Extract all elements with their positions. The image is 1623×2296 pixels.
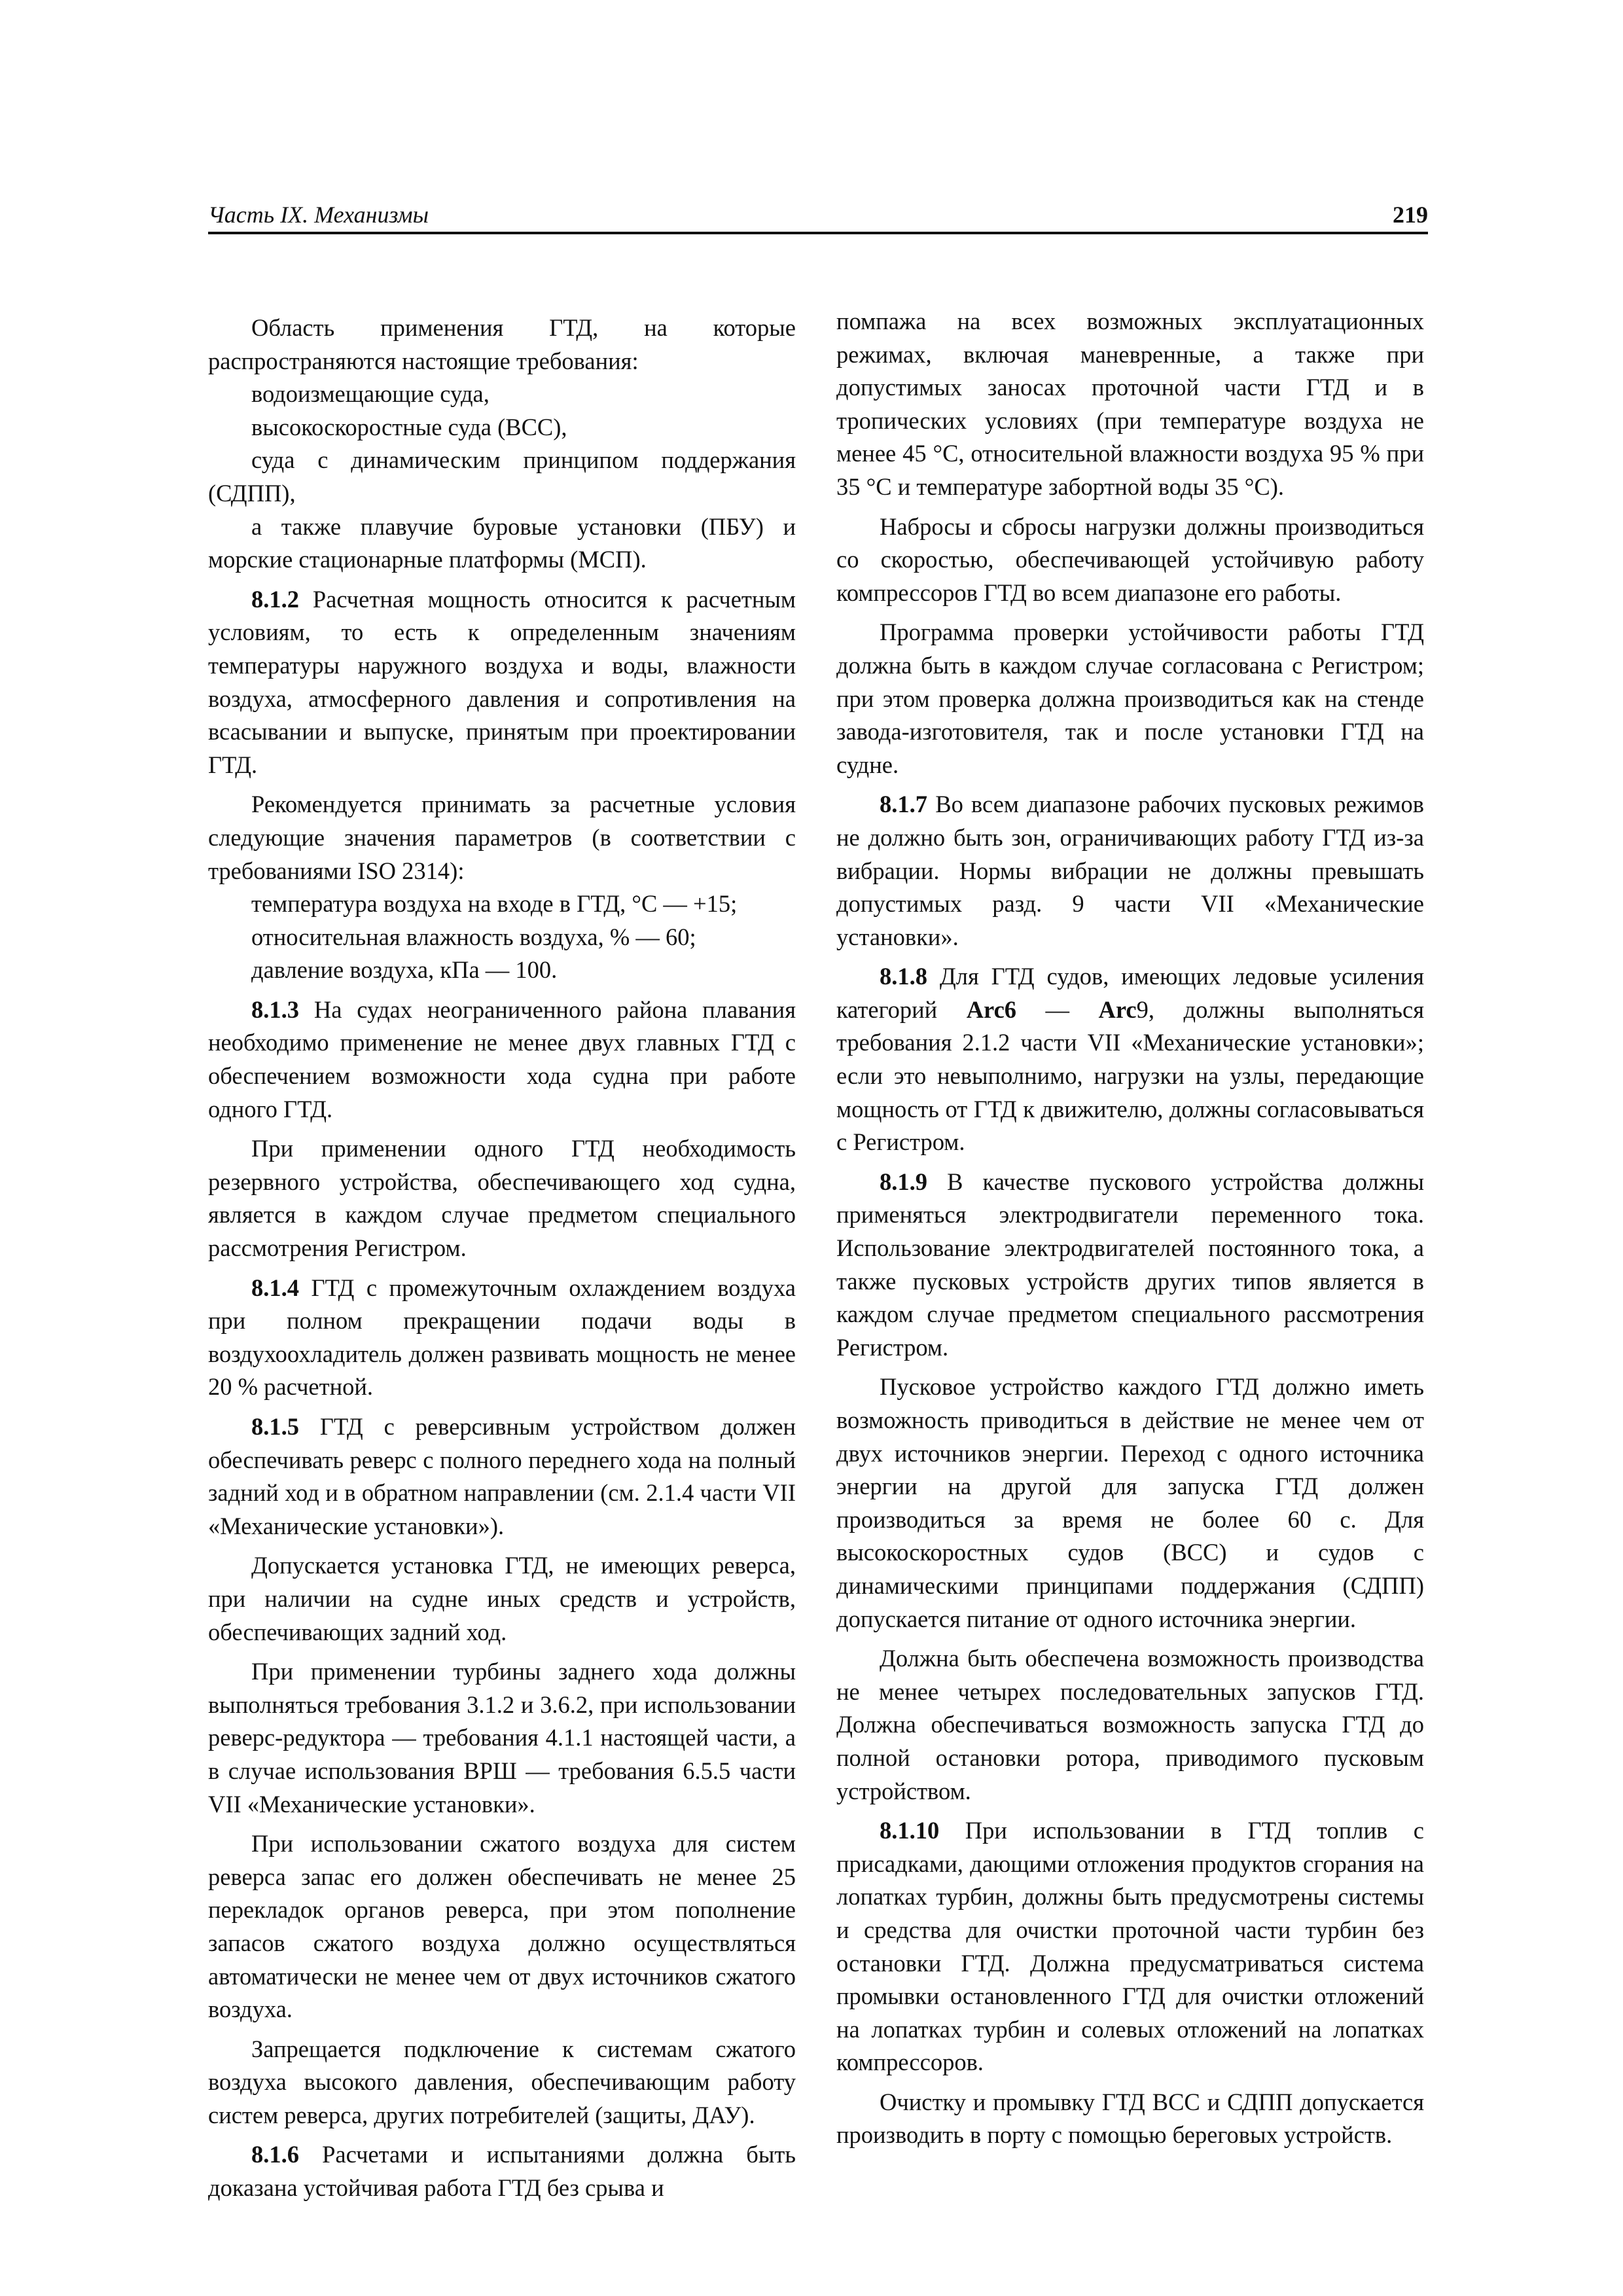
ice-class-number: 9 [1136, 996, 1149, 1023]
list-item: давление воздуха, кПа — 100. [251, 956, 558, 984]
paragraph-text: — [1016, 996, 1099, 1023]
list-item: температура воздуха на входе в ГТД, °С — +15; [251, 890, 738, 918]
header-rule [208, 232, 1428, 234]
paragraph: Область применения ГТД, на которые распространяются настоящие требования: [208, 314, 796, 374]
paragraph-text: Для ГТД судов, имеющих ледовые усиления категорий [836, 963, 1424, 1023]
list-item: суда с динамическим принципом поддержания (СДПП), [208, 446, 796, 507]
paragraph: Допускается установка ГТД, не имеющих реверса, при наличии на судне иных средств и устройств, обеспечивающих задний ход. [208, 1552, 796, 1645]
section-paragraph [208, 994, 796, 1126]
paragraph-text: ГТД с реверсивным устройством должен обеспечивать реверс с полного переднего хода на полный задний ход и в обратном направлении (см. 2.1.4 части VII «Механические установки»). [208, 1413, 796, 1539]
paragraph: При использовании сжатого воздуха для систем реверса запас его должен обеспечивать не менее 25 перекладок органов реверса, при этом пополнение запасов сжатого воздуха должно осуществляться автоматически не менее чем от двух источников сжатого воздуха. [208, 1830, 796, 2023]
list-item: относительная влажность воздуха, % — 60; [251, 923, 696, 950]
section-number: 8.1.10 [880, 1817, 940, 1844]
paragraph-text: Во всем диапазоне рабочих пусковых режимов не должно быть зон, ограничивающих работу ГТД из-за вибрации. Нормы вибрации не должны превышать допустимых разд. 9 части VII «Механические установки». [836, 791, 1424, 950]
section-paragraph [208, 1272, 796, 1404]
paragraph: Программа проверки устойчивости работы ГТД должна быть в каждом случае согласована с Регистром; при этом проверка должна производиться как на стенде завода-изготовителя, так и после установки ГТД на судне. [836, 619, 1424, 778]
paragraph: При применении турбины заднего хода должны выполняться требования 3.1.2 и 3.6.2, при использовании реверс-редуктора — требования 4.1.1 настоящей части, а в случае использования ВРШ — требования 6.5.5 части VII «Механические установки». [208, 1658, 796, 1818]
section-paragraph [208, 1410, 796, 1543]
left-column [208, 305, 796, 2205]
section-paragraph [836, 1814, 1424, 2079]
page-number: 219 [1393, 202, 1428, 228]
paragraph-text: При использовании в ГТД топлив с присадками, дающими отложения продуктов сгорания на лопатках турбин, должны быть предусмотрены системы и средства для очистки проточной части турбин без остановки ГТД. Должна предусматриваться система промывки остановленного ГТД для очистки отложений на лопатках турбин и солевых отложений на лопатках компрессоров. [836, 1817, 1424, 2076]
section-paragraph [836, 788, 1424, 954]
section-paragraph [836, 1166, 1424, 1365]
section-number: 8.1.3 [251, 996, 299, 1023]
paragraph: Пусковое устройство каждого ГТД должно иметь возможность приводиться в действие не менее чем от двух источников энергии. Переход с одного источника энергии на другой для запуска ГТД должен производиться за время не более 60 с. Для высокоскоростных судов (ВСС) и судов с динамическими принципами поддержания (СДПП) допускается питание от одного источника энергии. [836, 1373, 1424, 1632]
list-item: а также плавучие буровые установки (ПБУ) и морские стационарные платформы (МСП). [208, 512, 796, 573]
paragraph-text: , должны выполняться требования 2.1.2 части VII «Механические установки»; если это невыполнимо, нагрузки на узлы, передающие мощность от ГТД к движителю, должны согласовываться с Регистром. [836, 996, 1424, 1156]
ice-class-label: Arc [1098, 996, 1137, 1023]
paragraph-text: На судах неограниченного района плавания необходимо применение не менее двух главных ГТД с обеспечением возможности хода судна при работе одного ГТД. [208, 996, 796, 1122]
paragraph: Очистку и промывку ГТД ВСС и СДПП допускается производить в порту с помощью береговых устройств. [836, 2088, 1424, 2149]
section-number: 8.1.6 [251, 2141, 299, 2168]
right-column [836, 305, 1424, 2152]
paragraph-text: Расчетная мощность относится к расчетным условиям, то есть к определенным значениям температуры наружного воздуха и воды, влажности воздуха, атмосферного давления и сопротивления на всасывании и выпуске, принятым при проектировании ГТД. [208, 585, 796, 778]
ice-class-label: Arc6 [966, 996, 1017, 1023]
section-number: 8.1.4 [251, 1274, 299, 1301]
continued-paragraph: помпажа на всех возможных эксплуатационных режимах, включая маневренные, а также при допустимых заносах проточной части ГТД и в тропических условиях (при температуре воздуха не менее 45 °С, относительной влажности воздуха 95 % при 35 °С и температуре забортной воды 35 °С). [836, 308, 1424, 500]
section-number: 8.1.5 [251, 1413, 299, 1440]
section-paragraph [208, 583, 796, 782]
list-item: водоизмещающие суда, [251, 380, 490, 408]
paragraph: При применении одного ГТД необходимость резервного устройства, обеспечивающего ход судна, является в каждом случае предметом специального рассмотрения Регистром. [208, 1135, 796, 1262]
paragraph: Набросы и сбросы нагрузки должны производиться со скоростью, обеспечивающей устойчивую работу компрессоров ГТД во всем диапазоне его работы. [836, 512, 1424, 606]
header-title: Часть IX. Механизмы [208, 202, 429, 228]
paragraph-text: В качестве пускового устройства должны применяться электродвигатели переменного тока. Использование электродвигателей постоянного тока, а также пусковых устройств других типов является в каждом случае предметом специального рассмотрения Регистром. [836, 1168, 1424, 1361]
section-number: 8.1.2 [251, 585, 299, 613]
running-header [208, 200, 1428, 233]
paragraph-text: Расчетами и испытаниями должна быть доказана устойчивая работа ГТД без срыва и [208, 2141, 796, 2202]
section-paragraph [836, 960, 1424, 1159]
list-item: высокоскоростные суда (ВСС), [251, 413, 567, 440]
paragraph: Запрещается подключение к системам сжатого воздуха высокого давления, обеспечивающим работу систем реверса, других потребителей (защиты, ДАУ). [208, 2035, 796, 2128]
paragraph: Рекомендуется принимать за расчетные условия следующие значения параметров (в соответствии с требованиями ISO 2314): [208, 791, 796, 884]
section-number: 8.1.9 [880, 1168, 927, 1195]
paragraph: Должна быть обеспечена возможность производства не менее четырех последовательных запусков ГТД. Должна обеспечиваться возможность запуска ГТД до полной остановки ротора, приводимого пусковым устройством. [836, 1645, 1424, 1804]
section-number: 8.1.7 [880, 791, 927, 818]
section-paragraph [208, 2138, 796, 2204]
paragraph-text: ГТД с промежуточным охлаждением воздуха при полном прекращении подачи воды в воздухоохладитель должен развивать мощность не менее 20 % расчетной. [208, 1274, 796, 1401]
section-number: 8.1.8 [880, 963, 927, 990]
